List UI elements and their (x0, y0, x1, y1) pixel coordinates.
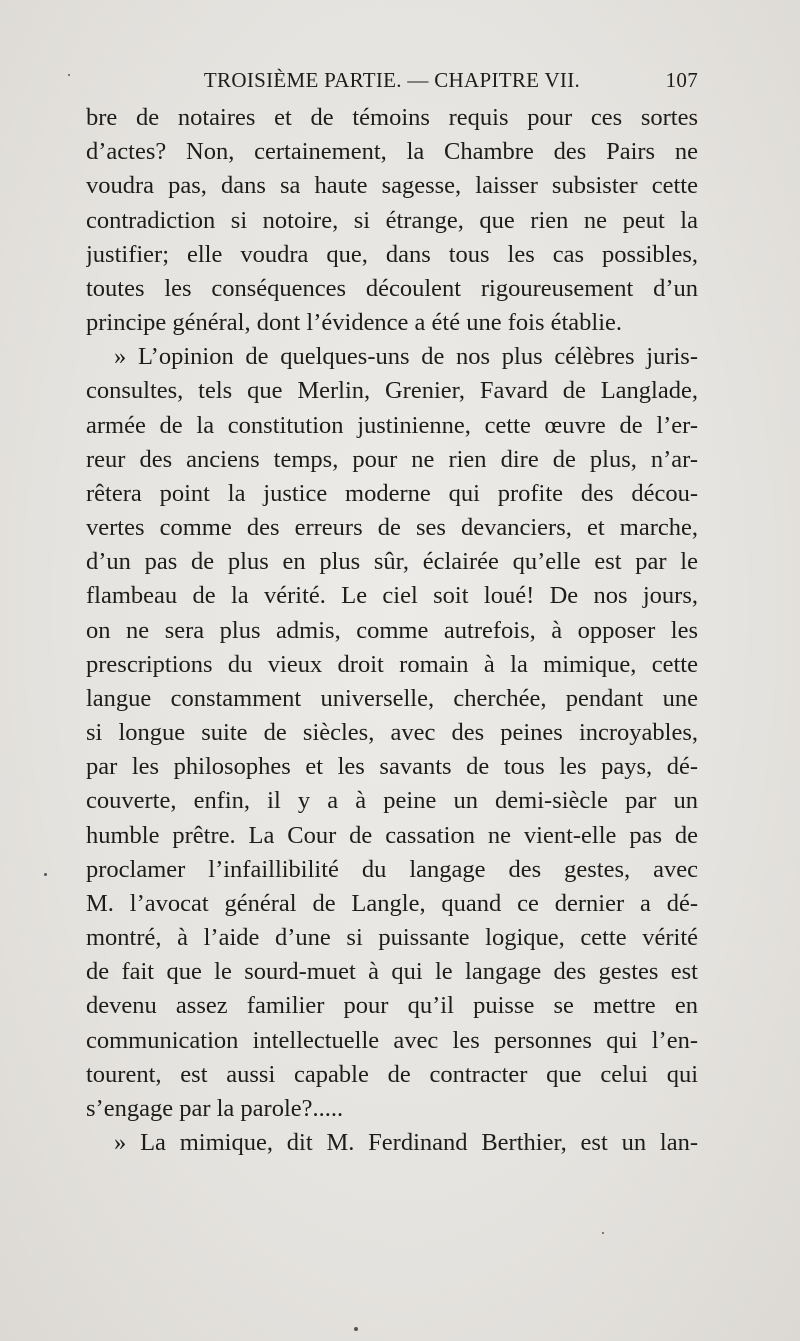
text-line: vertes comme des erreurs de ses devanciers, et marche, (86, 514, 698, 542)
running-head-title: TROISIÈME PARTIE. — CHAPITRE VII. (203, 68, 581, 92)
text-line: voudra pas, dans sa haute sagesse, laisser subsister cette (86, 172, 698, 200)
text-line: de fait que le sourd-muet à qui le langage des gestes est (86, 958, 698, 986)
text-line: humble prêtre. La Cour de cassation ne vient-elle pas de (86, 821, 698, 849)
text-line: justifier; elle voudra que, dans tous les cas possibles, (86, 240, 698, 268)
text-line: » La mimique, dit M. Ferdinand Berthier, est un lan- (114, 1129, 698, 1157)
page-number: 107 (665, 68, 698, 92)
text-line: bre de notaires et de témoins requis pour ces sortes (86, 104, 698, 131)
text-line: consultes, tels que Merlin, Grenier, Favard de Langlade, (86, 377, 698, 405)
print-speck (354, 1327, 358, 1331)
text-line: par les philosophes et les savants de tous les pays, dé- (86, 753, 698, 781)
text-line: langue constamment universelle, cherchée, pendant une (86, 684, 698, 712)
print-speck (602, 1232, 604, 1234)
text-line: couverte, enfin, il y a à peine un demi-siècle par un (86, 787, 698, 815)
text-line: prescriptions du vieux droit romain à la mimique, cette (86, 650, 698, 678)
text-line: si longue suite de siècles, avec des peines incroyables, (86, 719, 698, 747)
text-line: toutes les conséquences découlent rigoureusement d’un (86, 274, 698, 302)
text-line: rêtera point la justice moderne qui profite des décou- (86, 479, 698, 507)
text-line: M. l’avocat général de Langle, quand ce dernier a dé- (86, 889, 698, 917)
text-line: reur des anciens temps, pour ne rien dire de plus, n’ar- (86, 445, 698, 473)
running-head (86, 68, 698, 98)
text-line: » L’opinion de quelques-uns de nos plus célèbres juris- (114, 343, 698, 371)
text-line: s’engage par la parole?..... (86, 1094, 344, 1122)
text-line: tourent, est aussi capable de contracter que celui qui (86, 1060, 698, 1088)
print-speck (68, 74, 70, 76)
text-line: armée de la constitution justinienne, cette œuvre de l’er- (86, 411, 698, 439)
text-line: flambeau de la vérité. Le ciel soit loué! De nos jours, (86, 582, 698, 610)
text-line: contradiction si notoire, si étrange, que rien ne peut la (86, 206, 698, 234)
text-line: d’actes? Non, certainement, la Chambre des Pairs ne (86, 138, 698, 166)
text-line: devenu assez familier pour qu’il puisse se mettre en (86, 992, 698, 1020)
text-line: communication intellectuelle avec les personnes qui l’en- (86, 1026, 698, 1054)
text-line: d’un pas de plus en plus sûr, éclairée qu’elle est par le (86, 548, 698, 576)
text-line: montré, à l’aide d’une si puissante logique, cette vérité (86, 924, 698, 952)
body-text (86, 101, 698, 1160)
text-line: principe général, dont l’évidence a été une fois établie. (86, 309, 623, 337)
text-line: proclamer l’infaillibilité du langage des gestes, avec (86, 855, 698, 883)
text-line: on ne sera plus admis, comme autrefois, à opposer les (86, 616, 698, 644)
print-speck (44, 873, 47, 876)
